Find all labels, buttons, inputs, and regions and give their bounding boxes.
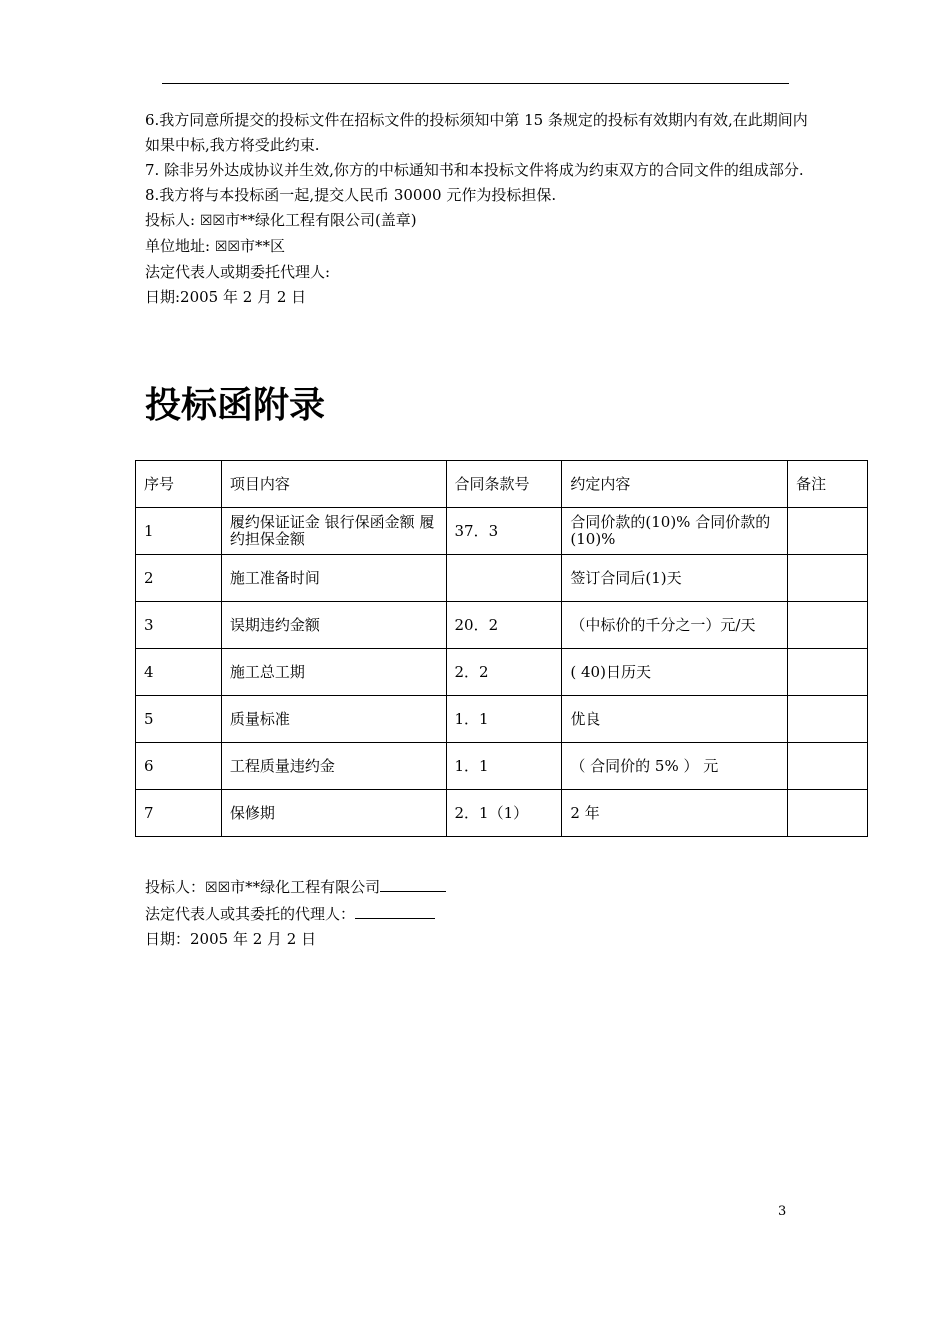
table-cell: 37．3 bbox=[446, 508, 562, 555]
table-cell: 6 bbox=[136, 743, 222, 790]
table-cell: 3 bbox=[136, 602, 222, 649]
table-cell: 7 bbox=[136, 790, 222, 837]
table-cell: （中标价的千分之一）元/天 bbox=[562, 602, 788, 649]
signoff-representative-line bbox=[145, 901, 446, 927]
signoff-date: 日期：2005 年 2 月 2 日 bbox=[145, 930, 317, 948]
table-row bbox=[136, 790, 868, 837]
table-cell bbox=[788, 508, 868, 555]
table-cell: 施工准备时间 bbox=[221, 555, 446, 602]
placeholder-box-icon: ☒☒ bbox=[205, 880, 231, 896]
bidder-value: 市**绿化工程有限公司(盖章) bbox=[224, 211, 417, 229]
page-number: 3 bbox=[778, 1204, 787, 1219]
table-cell: 签订合同后(1)天 bbox=[562, 555, 788, 602]
signoff-representative-label: 法定代表人或其委托的代理人： bbox=[145, 905, 356, 923]
header-cell: 序号 bbox=[136, 461, 222, 508]
address-label: 单位地址: bbox=[145, 237, 215, 255]
table-cell: 质量标准 bbox=[221, 696, 446, 743]
bid-letter-clauses bbox=[145, 108, 815, 310]
table-cell: 合同价款的(10)% 合同价款的(10)% bbox=[562, 508, 788, 555]
table-cell: 履约保证证金 银行保函金额 履约担保金额 bbox=[221, 508, 446, 555]
table-cell: 保修期 bbox=[221, 790, 446, 837]
table-cell bbox=[788, 649, 868, 696]
table-row bbox=[136, 649, 868, 696]
clause-7: 7. 除非另外达成协议并生效,你方的中标通知书和本投标文件将成为约束双方的合同文件的组成部分. bbox=[145, 161, 804, 179]
appendix-table bbox=[135, 460, 868, 837]
table-row bbox=[136, 743, 868, 790]
table-cell: 2 年 bbox=[562, 790, 788, 837]
header-cell: 备注 bbox=[788, 461, 868, 508]
table-cell: 20．2 bbox=[446, 602, 562, 649]
signature-blank bbox=[355, 901, 435, 919]
table-cell: 2 bbox=[136, 555, 222, 602]
table-cell bbox=[788, 743, 868, 790]
table-cell bbox=[788, 790, 868, 837]
table-cell: 工程质量违约金 bbox=[221, 743, 446, 790]
table-cell: 2．2 bbox=[446, 649, 562, 696]
table-cell: 2．1（1） bbox=[446, 790, 562, 837]
table-row bbox=[136, 696, 868, 743]
table-cell: 1．1 bbox=[446, 696, 562, 743]
table-cell: 误期违约金额 bbox=[221, 602, 446, 649]
table-cell bbox=[788, 555, 868, 602]
header-cell: 项目内容 bbox=[221, 461, 446, 508]
clause-8: 8.我方将与本投标函一起,提交人民币 30000 元作为投标担保. bbox=[145, 186, 557, 204]
clause-6: 6.我方同意所提交的投标文件在招标文件的投标须知中第 15 条规定的投标有效期内有效,在此期间内如果中标,我方将受此约束. bbox=[145, 111, 808, 154]
bidder-line bbox=[145, 208, 815, 234]
address-line bbox=[145, 234, 815, 260]
table-cell: 施工总工期 bbox=[221, 649, 446, 696]
table-row bbox=[136, 602, 868, 649]
appendix-title: 投标函附录 bbox=[145, 385, 326, 426]
table-cell: 1 bbox=[136, 508, 222, 555]
header-rule bbox=[162, 83, 789, 84]
placeholder-box-icon: ☒☒ bbox=[199, 213, 225, 229]
table-cell: 5 bbox=[136, 696, 222, 743]
representative-line: 法定代表人或期委托代理人: bbox=[145, 263, 331, 281]
table-cell bbox=[788, 602, 868, 649]
table-row bbox=[136, 555, 868, 602]
table-cell: 4 bbox=[136, 649, 222, 696]
bidder-label: 投标人: bbox=[145, 211, 200, 229]
table-cell: 优良 bbox=[562, 696, 788, 743]
table-row bbox=[136, 508, 868, 555]
appendix-signoff bbox=[145, 874, 446, 952]
address-value: 市**区 bbox=[239, 237, 285, 255]
placeholder-box-icon: ☒☒ bbox=[214, 239, 240, 255]
letter-date: 日期:2005 年 2 月 2 日 bbox=[145, 288, 307, 306]
table-cell: （ 合同价的 5% ） 元 bbox=[562, 743, 788, 790]
table-cell bbox=[446, 555, 562, 602]
signoff-bidder-label: 投标人： bbox=[145, 878, 206, 896]
table-cell: 1．1 bbox=[446, 743, 562, 790]
header-cell: 合同条款号 bbox=[446, 461, 562, 508]
table-cell bbox=[788, 696, 868, 743]
signoff-bidder-value: 市**绿化工程有限公司 bbox=[230, 878, 381, 896]
signature-blank bbox=[380, 874, 446, 892]
header-cell: 约定内容 bbox=[562, 461, 788, 508]
table-cell: ( 40)日历天 bbox=[562, 649, 788, 696]
table-header-row bbox=[136, 461, 868, 508]
signoff-bidder-line bbox=[145, 874, 446, 901]
